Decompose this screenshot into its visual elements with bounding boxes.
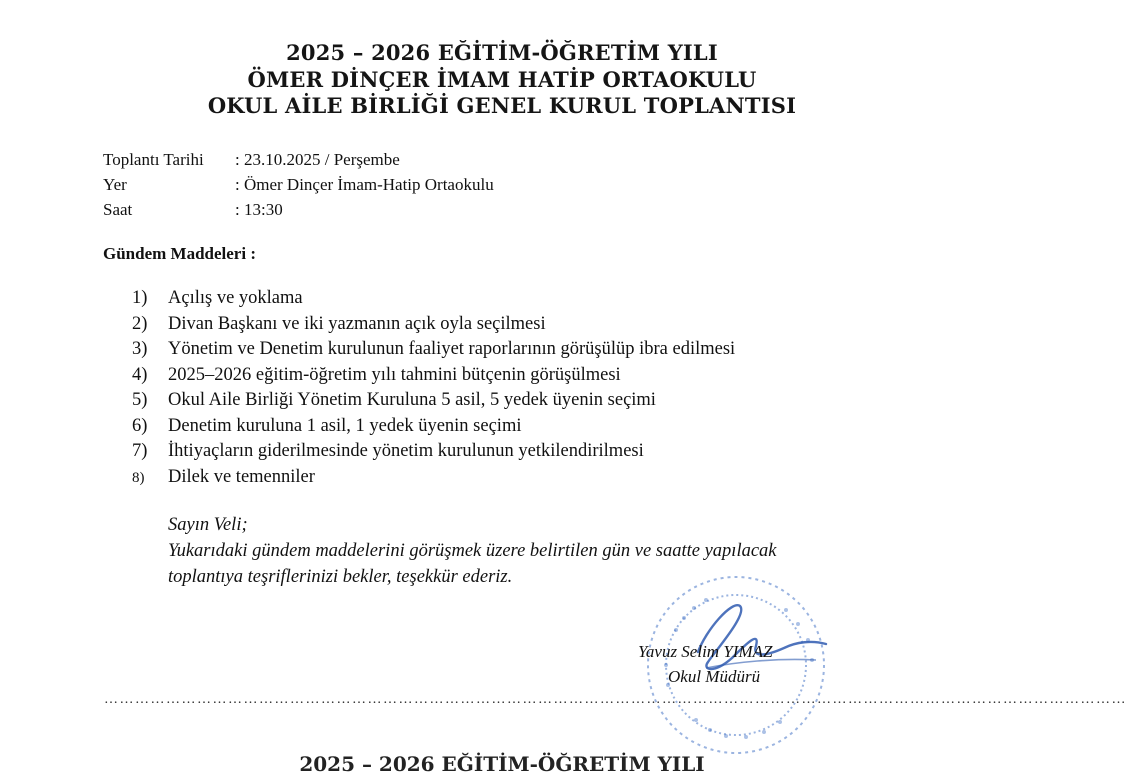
agenda-item <box>132 314 735 340</box>
meeting-place-value: : Ömer Dinçer İmam-Hatip Ortaokulu <box>235 175 494 194</box>
agenda-heading: Gündem Maddeleri : <box>103 244 256 263</box>
meeting-date-label: Toplantı Tarihi <box>103 150 204 169</box>
agenda-item-text: Denetim kuruluna 1 asil, 1 yedek üyenin seçimi <box>168 415 522 436</box>
agenda-item-number: 3) <box>132 339 148 359</box>
agenda-item-text: Yönetim ve Denetim kurulunun faaliyet raporlarının görüşülüp ibra edilmesi <box>168 339 736 359</box>
agenda-item <box>132 339 735 365</box>
header-school-name: ÖMER DİNÇER İMAM HATİP ORTAOKULU <box>247 67 757 92</box>
meeting-time-value: : 13:30 <box>235 200 283 219</box>
agenda-item-number: 1) <box>132 288 148 308</box>
agenda-item-text: Okul Aile Birliği Yönetim Kuruluna 5 asil, 5 yedek üyenin seçimi <box>168 390 656 410</box>
meeting-date-row <box>103 150 400 170</box>
meeting-place-row <box>103 175 494 195</box>
header-year-line: 2025 – 2026 EĞİTİM-ÖĞRETİM YILI <box>286 40 718 65</box>
agenda-item-number: 2) <box>132 313 148 334</box>
header-meeting-title: OKUL AİLE BİRLİĞİ GENEL KURUL TOPLANTISI <box>207 93 797 118</box>
cut-line-separator: ……………………………………………………………………………………………………………………………………………………………………………… <box>104 692 1127 707</box>
agenda-item <box>132 288 735 314</box>
agenda-item <box>132 467 735 493</box>
signer-name: Yavuz Selim YIMAZ <box>638 642 773 661</box>
meeting-place-label: Yer <box>103 175 127 194</box>
school-seal-stamp <box>636 570 836 760</box>
meeting-date-value: : 23.10.2025 / Perşembe <box>235 150 400 169</box>
agenda-item-number: 8) <box>132 469 145 486</box>
agenda-item <box>132 441 735 467</box>
agenda-item-number: 4) <box>132 364 148 385</box>
signer-title: Okul Müdürü <box>668 667 761 686</box>
agenda-item <box>132 390 735 416</box>
meeting-time-label: Saat <box>103 200 133 219</box>
agenda-list <box>132 288 735 492</box>
agenda-item-text: 2025–2026 eğitim-öğretim yılı tahmini bütçenin görüşülmesi <box>168 364 621 385</box>
agenda-item-text: İhtiyaçların giderilmesinde yönetim kurulunun yetkilendirilmesi <box>168 441 644 461</box>
agenda-item-number: 5) <box>132 390 148 410</box>
agenda-item <box>132 416 735 442</box>
agenda-item <box>132 365 735 391</box>
agenda-item-text: Divan Başkanı ve iki yazmanın açık oyla seçilmesi <box>168 313 546 334</box>
agenda-item-number: 6) <box>132 415 148 436</box>
agenda-item-text: Açılış ve yoklama <box>168 288 303 308</box>
letter-greeting: Sayın Veli; <box>168 515 248 535</box>
letter-body-line-1: Yukarıdaki gündem maddelerini görüşmek üzere belirtilen gün ve saatte yapılacak <box>168 541 777 561</box>
seal-ring <box>648 577 824 753</box>
agenda-item-text: Dilek ve temenniler <box>168 466 315 487</box>
meeting-time-row <box>103 200 283 220</box>
cutoff-repeated-header: 2025 – 2026 EĞİTİM-ÖĞRETİM YILI <box>299 752 705 776</box>
letter-body-line-2: toplantıya teşriflerinizi bekler, teşekkür ederiz. <box>168 567 513 587</box>
agenda-item-number: 7) <box>132 441 148 461</box>
